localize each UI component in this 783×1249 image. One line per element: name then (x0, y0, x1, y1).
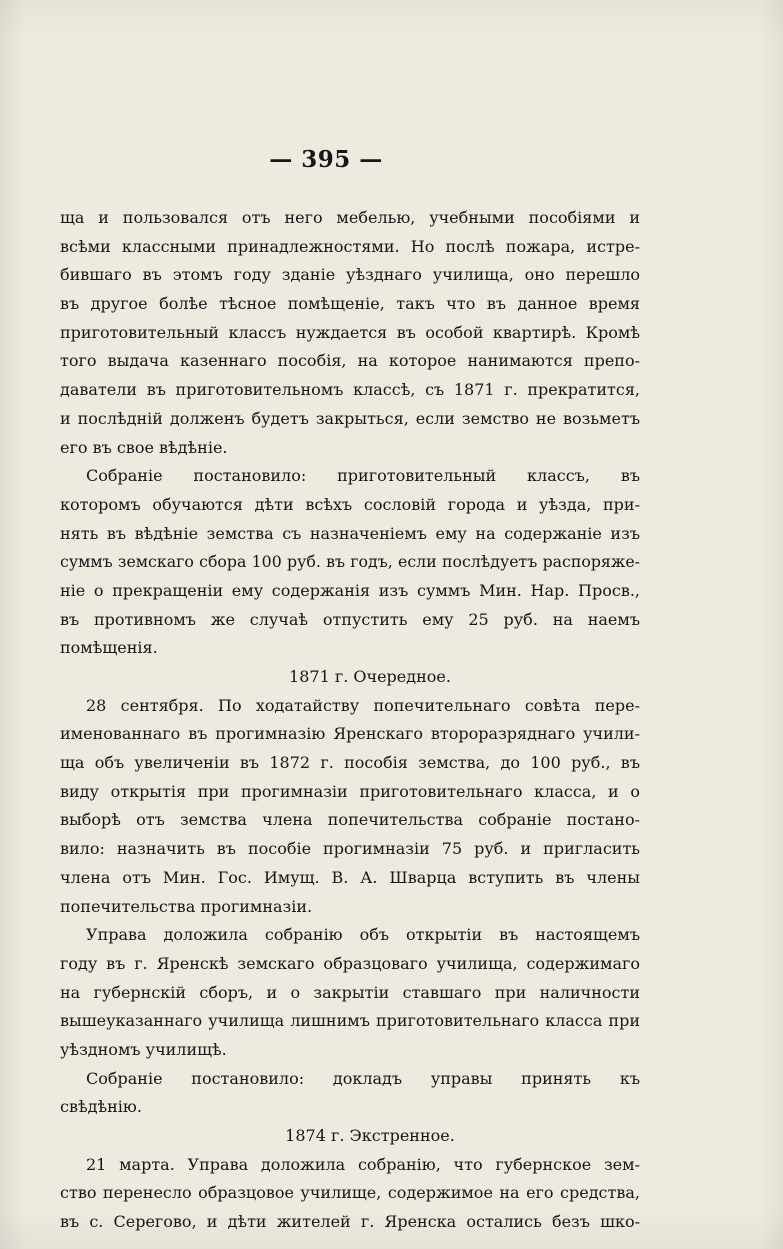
text-line: вышеуказаннаго училища лишнимъ приготовительнаго класса при (60, 1011, 640, 1031)
text-line: Управа доложила собранію объ открытіи въ настоящемъ (86, 925, 640, 945)
text-line: вило: назначить въ пособіе прогимназіи 75 руб. и пригласить (60, 839, 640, 859)
text-line: всѣми классными принадлежностями. Но послѣ пожара, истре- (60, 236, 640, 256)
text-line: которомъ обучаются дѣти всѣхъ сословій города и уѣзда, при- (60, 494, 640, 514)
text-line: члена отъ Мин. Гос. Имущ. В. А. Шварца вступить въ члены (60, 867, 640, 887)
text-line: Собраніе постановило: приготовительный классъ, въ (86, 466, 640, 486)
text-line: ща объ увеличеніи въ 1872 г. пособія земства, до 100 руб., въ (60, 753, 640, 773)
section-heading: 1874 г. Экстренное. (285, 1126, 455, 1145)
text-line: суммъ земскаго сбора 100 руб. въ годъ, если послѣдуетъ распоряже- (60, 552, 640, 572)
body-text (60, 204, 640, 1237)
text-line: свѣдѣнію. (60, 1097, 142, 1117)
text-line: нять въ вѣдѣніе земства съ назначеніемъ ему на содержаніе изъ (60, 523, 640, 543)
text-line: уѣздномъ училищѣ. (60, 1039, 227, 1059)
text-line: въ другое болѣе тѣсное помѣщеніе, такъ что въ данное время (60, 294, 640, 314)
text-line: помѣщенія. (60, 638, 158, 658)
text-line: бившаго въ этомъ году зданіе уѣзднаго училища, оно перешло (60, 265, 640, 285)
text-line: того выдача казеннаго пособія, на которое нанимаются препо- (60, 351, 640, 371)
text-line: приготовительный классъ нуждается въ особой квартирѣ. Кромѣ (60, 322, 640, 342)
text-line: въ с. Серегово, и дѣти жителей г. Яренска остались безъ шко- (60, 1212, 640, 1232)
text-line: попечительства прогимназіи. (60, 896, 313, 916)
text-line: въ противномъ же случаѣ отпустить ему 25 руб. на наемъ (60, 609, 640, 629)
text-line: даватели въ приготовительномъ классѣ, съ 1871 г. прекратится, (60, 380, 640, 400)
text-line: 28 сентября. По ходатайству попечительнаго совѣта пере- (86, 695, 640, 715)
text-line: выборѣ отъ земства члена попечительства собраніе постано- (60, 810, 640, 830)
text-line: году въ г. Яренскѣ земскаго образцоваго училища, содержимаго (60, 953, 640, 973)
text-line: и послѣдній долженъ будетъ закрыться, если земство не возьметъ (60, 408, 640, 428)
page-number: — 395 — (269, 146, 383, 173)
section-heading: 1871 г. Очередное. (289, 667, 451, 686)
text-line: виду открытія при прогимназіи приготовительнаго класса, и о (60, 781, 640, 801)
text-line: ща и пользовался отъ него мебелью, учебными пособіями и (60, 208, 640, 227)
text-line: 21 марта. Управа доложила собранію, что губернское зем- (86, 1154, 640, 1174)
text-line: Собраніе постановило: докладъ управы принять къ (86, 1068, 640, 1088)
text-line: ство перенесло образцовое училище, содержимое на его средства, (60, 1183, 640, 1203)
text-line: именованнаго въ прогимназію Яренскаго второразряднаго учили- (60, 724, 640, 744)
text-line: ніе о прекращеніи ему содержанія изъ суммъ Мин. Нар. Просв., (60, 580, 640, 600)
text-line: его въ свое вѣдѣніе. (60, 437, 228, 457)
text-line: на губернскій сборъ, и о закрытіи ставшаго при наличности (60, 982, 640, 1002)
